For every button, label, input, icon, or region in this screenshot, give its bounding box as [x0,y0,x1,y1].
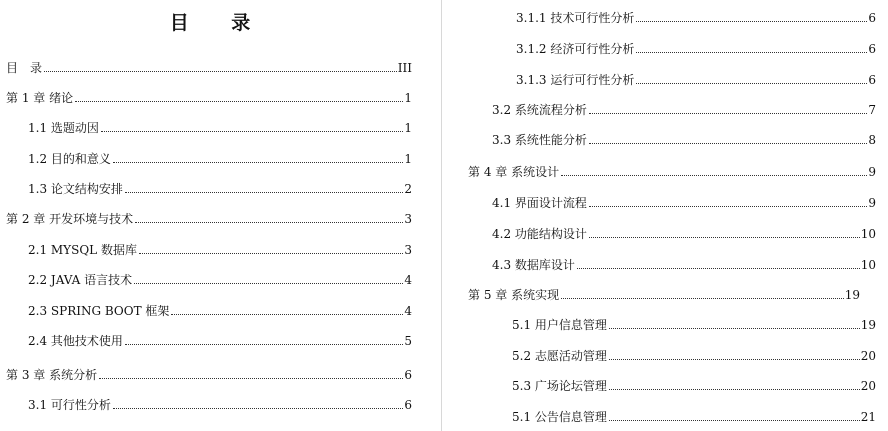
toc-entry-label: 1.1 选题动因 [28,121,99,135]
toc-entry[interactable] [28,303,412,319]
toc-entry-page-number: 2 [404,182,412,196]
toc-entry-page-number: 4 [404,273,412,287]
toc-entry-page-number: 19 [860,318,876,332]
toc-dot-leader [589,206,867,207]
toc-entry[interactable] [512,378,876,394]
toc-dot-leader [561,298,844,299]
toc-entry-page-number: 5 [404,334,412,348]
toc-dot-leader [609,389,860,390]
toc-entry[interactable] [516,72,876,88]
toc-dot-leader [125,344,403,345]
toc-entry[interactable] [28,242,412,258]
toc-dot-leader [101,131,403,132]
toc-entry-label: 4.2 功能结构设计 [492,227,587,241]
toc-entry-label: 1.2 目的和意义 [28,152,111,166]
toc-entry-label: 3.1.3 运行可行性分析 [516,73,635,87]
toc-entry[interactable] [28,181,412,197]
toc-entry-page-number: 6 [868,11,876,25]
toc-dot-leader [139,253,403,254]
toc-entry-label: 5.2 志愿活动管理 [512,349,607,363]
toc-entry-label: 第 2 章 开发环境与技术 [6,212,134,226]
toc-entry[interactable] [492,195,876,211]
toc-dot-leader [589,143,867,144]
toc-entry-label: 3.2 系统流程分析 [492,103,587,117]
toc-dot-leader [589,113,867,114]
toc-entry[interactable] [6,60,412,76]
toc-entry[interactable] [492,226,876,242]
toc-entry-label: 4.3 数据库设计 [492,258,575,272]
toc-dot-leader [636,21,867,22]
toc-entry-label: 目 录 [6,61,43,75]
toc-entry-label: 第 1 章 绪论 [6,91,74,105]
toc-entry-label: 3.1 可行性分析 [28,398,111,412]
toc-entry[interactable] [468,164,876,180]
toc-entry[interactable] [516,41,876,57]
toc-entry-page-number: 20 [860,379,876,393]
toc-dot-leader [609,359,860,360]
toc-dot-leader [113,162,403,163]
toc-entry-page-number: 9 [868,196,876,210]
toc-entry[interactable] [6,211,412,227]
toc-dot-leader [609,420,860,421]
toc-dot-leader [636,83,867,84]
page-divider [441,0,442,431]
toc-dot-leader [75,101,403,102]
toc-entry-label: 1.3 论文结构安排 [28,182,123,196]
toc-entry[interactable] [492,257,876,273]
toc-entry[interactable] [6,90,412,106]
toc-page-left [0,0,440,431]
toc-entry-page-number: 7 [868,103,876,117]
toc-entry[interactable] [512,409,876,425]
toc-entry-page-number: 10 [860,227,876,241]
toc-entry-page-number: 1 [404,121,412,135]
toc-entry-page-number: 9 [868,165,876,179]
toc-entry-page-number: 6 [868,42,876,56]
toc-entry-label: 5.3 广场论坛管理 [512,379,607,393]
toc-dot-leader [561,175,867,176]
toc-entry-page-number: 3 [404,243,412,257]
toc-entry-label: 2.4 其他技术使用 [28,334,123,348]
toc-entry[interactable] [28,120,412,136]
toc-entry-page-number: 20 [860,349,876,363]
toc-dot-leader [577,268,860,269]
toc-entry-label: 5.1 公告信息管理 [512,410,607,424]
toc-dot-leader [113,408,403,409]
toc-entry[interactable] [28,272,412,288]
toc-entry-label: 第 5 章 系统实现 [468,288,560,302]
toc-entry-page-number: 6 [868,73,876,87]
toc-entry-page-number: 6 [404,368,412,382]
toc-entry[interactable] [512,348,876,364]
toc-entry[interactable] [516,10,876,26]
toc-entry[interactable] [6,367,412,383]
toc-entry[interactable] [492,132,876,148]
toc-entry[interactable] [512,317,876,333]
toc-dot-leader [44,71,397,72]
toc-entry-label: 3.1.1 技术可行性分析 [516,11,635,25]
toc-entry-label: 5.1 用户信息管理 [512,318,607,332]
toc-entry-page-number: 1 [404,152,412,166]
toc-entry[interactable] [28,151,412,167]
toc-dot-leader [134,283,403,284]
toc-entry-label: 3.1.2 经济可行性分析 [516,42,635,56]
toc-entry-page-number: 4 [404,304,412,318]
toc-dot-leader [99,378,403,379]
toc-entry-label: 4.1 界面设计流程 [492,196,587,210]
toc-entry-label: 第 3 章 系统分析 [6,368,98,382]
toc-entry-label: 3.3 系统性能分析 [492,133,587,147]
page-title: 目 录 [169,12,269,34]
toc-entry-page-number: 6 [404,398,412,412]
toc-entry-page-number: III [397,61,412,75]
toc-entry[interactable] [492,102,876,118]
toc-entry-label: 2.3 SPRING BOOT 框架 [28,304,170,318]
toc-entry-page-number: 8 [868,133,876,147]
toc-entry-page-number: 21 [860,410,876,424]
toc-dot-leader [589,237,860,238]
toc-entry[interactable] [28,397,412,413]
toc-dot-leader [125,192,403,193]
toc-entry-label: 2.1 MYSQL 数据库 [28,243,137,257]
toc-entry-page-number: 19 [844,288,860,302]
toc-dot-leader [135,222,403,223]
toc-entry[interactable] [468,287,860,303]
toc-dot-leader [171,314,403,315]
toc-dot-leader [636,52,867,53]
toc-entry-label: 2.2 JAVA 语言技术 [28,273,133,287]
toc-entry-page-number: 10 [860,258,876,272]
toc-page-right [448,0,888,431]
toc-entry[interactable] [28,333,412,349]
toc-entry-label: 第 4 章 系统设计 [468,165,560,179]
toc-entry-page-number: 3 [404,212,412,226]
toc-entry-page-number: 1 [404,91,412,105]
toc-dot-leader [609,328,860,329]
